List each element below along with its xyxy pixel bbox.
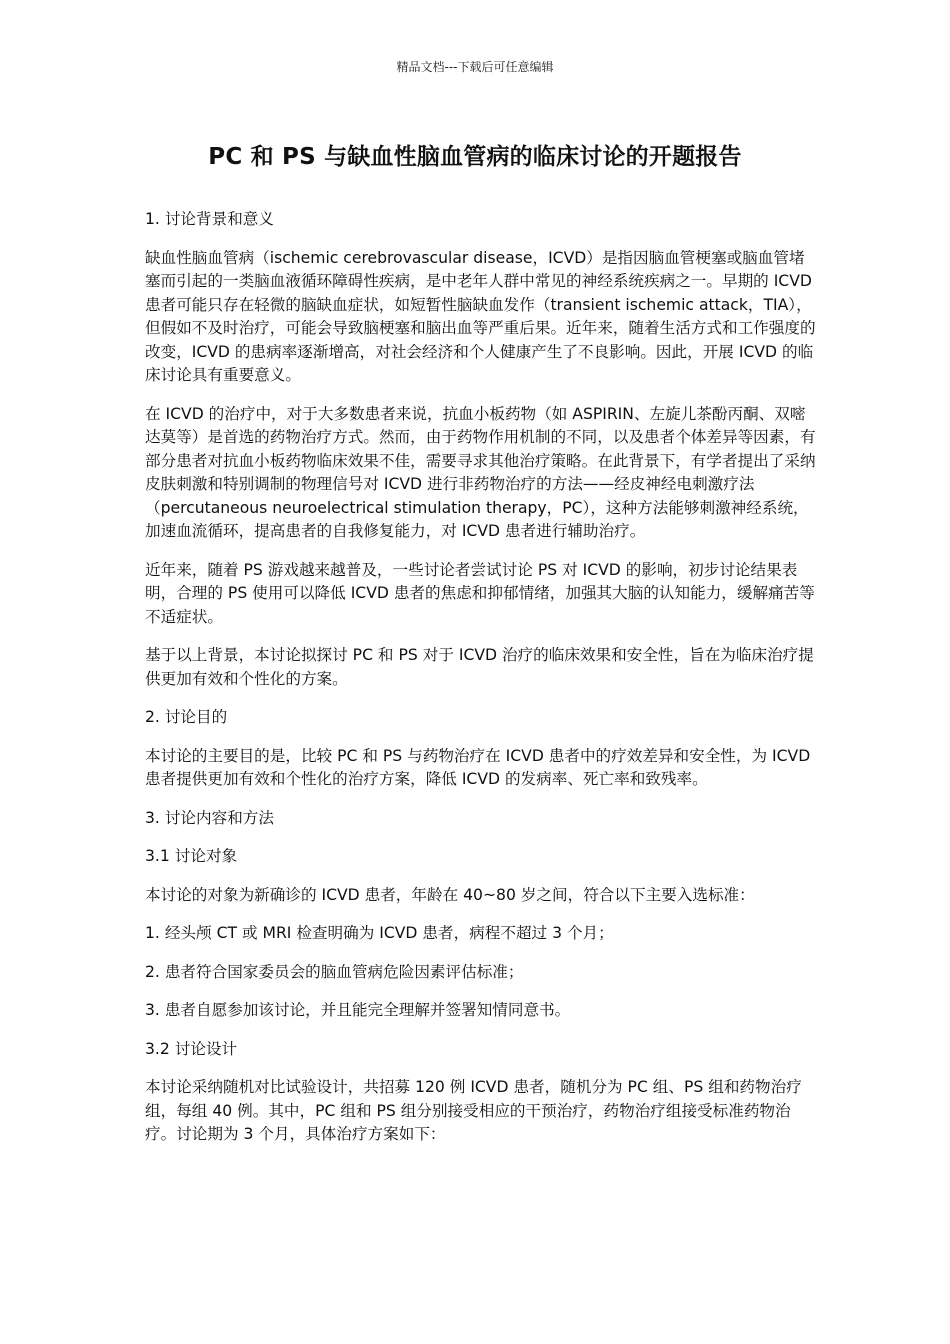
section-1-paragraph-3: 近年来，随着 PS 游戏越来越普及，一些讨论者尝试讨论 PS 对 ICVD 的影响，初步讨论结果表明，合理的 PS 使用可以降低 ICVD 患者的焦虑和抑郁情绪，加强其大脑的认知能力，缓解痛苦等不适症状。	[145, 560, 815, 626]
section-1-paragraph-2: 在 ICVD 的治疗中，对于大多数患者来说，抗血小板药物（如 ASPIRIN、左旋儿茶酚丙酮、双嘧达莫等）是首选的药物治疗方式。然而，由于药物作用机制的不同，以及患者个体差异等因素，有部分患者对抗血小板药物临床效果不佳，需要寻求其他治疗策略。在此背景下，有学者提出了采纳皮肤刺激和特别调制的物理信号对 ICVD 进行非药物治疗的方法——经皮神经电刺激疗法（percutaneous neuroelectrical stimulation therapy，PC），这种方法能够刺激神经系统，加速血流循环，提高患者的自我修复能力，对 ICVD 患者进行辅助治疗。	[145, 404, 816, 540]
criteria-item-1: 1. 经头颅 CT 或 MRI 检查明确为 ICVD 患者，病程不超过 3 个月；	[145, 924, 614, 942]
section-2-heading: 2. 讨论目的	[145, 708, 228, 726]
document-title: PC 和 PS 与缺血性脑血管病的临床讨论的开题报告	[208, 144, 742, 170]
criteria-item-2: 2. 患者符合国家委员会的脑血管病危险因素评估标准；	[145, 962, 524, 981]
criteria-item-3: 3. 患者自愿参加该讨论，并且能完全理解并签署知情同意书。	[145, 1001, 571, 1019]
section-3-2-paragraph: 本讨论采纳随机对比试验设计，共招募 120 例 ICVD 患者，随机分为 PC 组、PS 组和药物治疗组，每组 40 例。其中，PC 组和 PS 组分别接受相应的干预治疗，药物治疗组接受标准药物治疗。讨论期为 3 个月，具体治疗方案如下：	[145, 1078, 802, 1143]
section-3-2-heading: 3.2 讨论设计	[145, 1039, 238, 1058]
section-1-heading: 1. 讨论背景和意义	[145, 210, 274, 228]
section-1-paragraph-4: 基于以上背景，本讨论拟探讨 PC 和 PS 对于 ICVD 治疗的临床效果和安全性，旨在为临床治疗提供更加有效和个性化的方案。	[145, 646, 814, 688]
document-body	[145, 208, 817, 1162]
section-1-paragraph-1: 缺血性脑血管病（ischemic cerebrovascular disease，ICVD）是指因脑血管梗塞或脑血管堵塞而引起的一类脑血液循环障碍性疾病，是中老年人群中常见的神经系统疾病之一。早期的 ICVD 患者可能只存在轻微的脑缺血症状，如短暂性脑缺血发作（transient ischemic attack，TIA），但假如不及时治疗，可能会导致脑梗塞和脑出血等严重后果。近年来，随着生活方式和工作强度的改变，ICVD 的患病率逐渐增高，对社会经济和个人健康产生了不良影响。因此，开展 ICVD 的临床讨论具有重要意义。	[145, 248, 816, 384]
section-3-heading: 3. 讨论内容和方法	[145, 808, 274, 827]
section-2-paragraph-1: 本讨论的主要目的是，比较 PC 和 PS 与药物治疗在 ICVD 患者中的疗效差异和安全性，为 ICVD 患者提供更加有效和个性化的治疗方案，降低 ICVD 的发病率、死亡率和致残率。	[145, 746, 811, 788]
section-3-1-heading: 3.1 讨论对象	[145, 847, 238, 865]
section-3-1-paragraph: 本讨论的对象为新确诊的 ICVD 患者，年龄在 40~80 岁之间，符合以下主要入选标准：	[145, 885, 755, 904]
header-watermark: 精品文档---下载后可任意编辑	[396, 60, 554, 74]
